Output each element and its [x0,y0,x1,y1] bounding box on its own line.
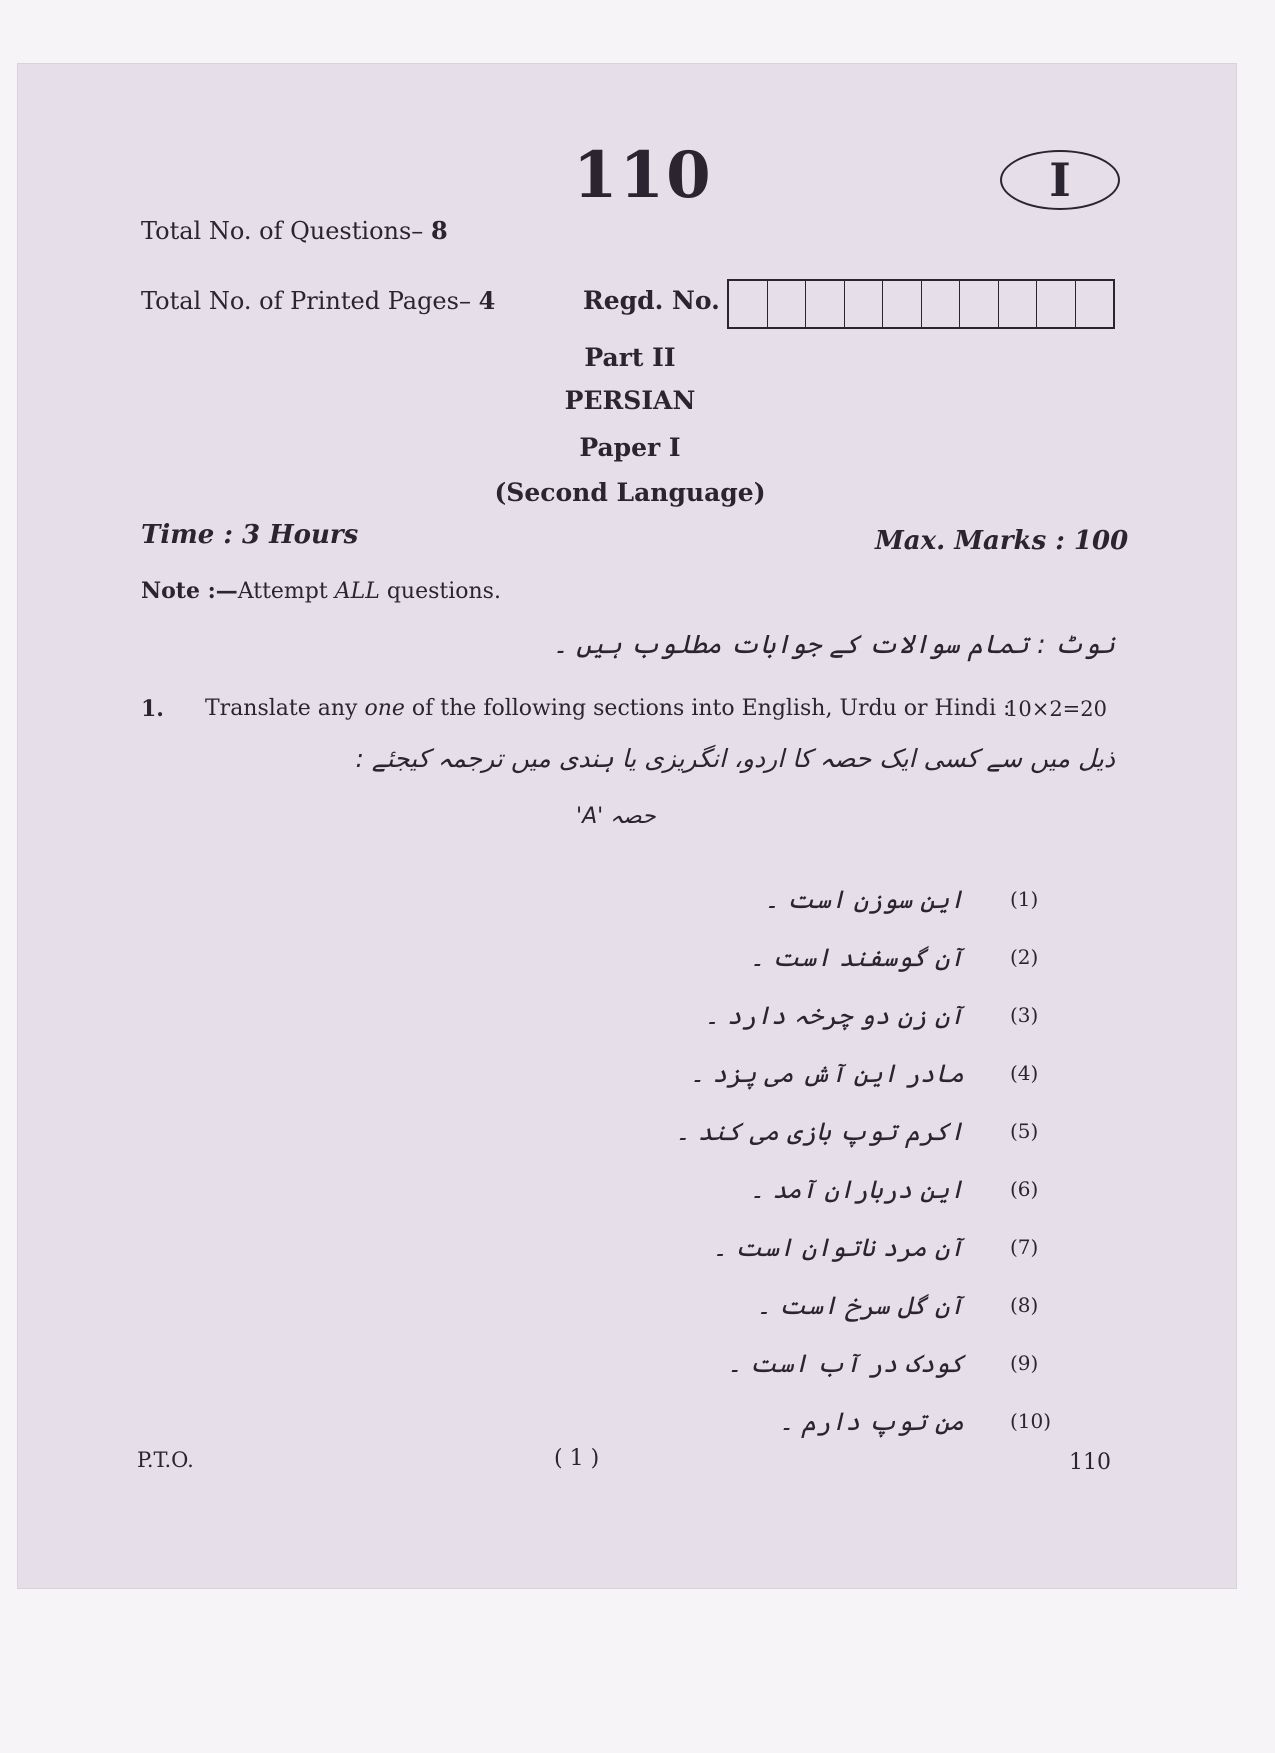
note-urdu: نوٹ : تمام سوالات کے جوابات مطلوب ہیں ۔ [552,630,1115,660]
question-urdu: ذیل میں سے کسی ایک حصہ کا اردو، انگریزی یا ہندی میں ترجمہ کیجئے : [355,744,1115,773]
list-item [600,1276,1060,1334]
total-pages-label: Total No. of Printed Pages– [141,287,471,315]
paper-title: Paper I [579,433,681,462]
max-marks: Max. Marks : 100 [875,526,1129,556]
regd-box[interactable] [1036,281,1075,327]
regd-box[interactable] [882,281,921,327]
note-text-after: questions. [379,579,501,604]
regd-no-label: Regd. No. [583,286,720,315]
sentence-text: کودک در آب است ۔ [727,1348,964,1378]
question-text-before: Translate any [205,696,365,721]
sentence-text: اکرم توپ بازی می کند ۔ [675,1116,964,1146]
page-number: ( 1 ) [554,1446,600,1471]
sentence-number: (1) [1010,887,1039,911]
sentence-text: آن گل سرخ است ۔ [756,1290,964,1320]
regd-box[interactable] [844,281,883,327]
list-item [600,1392,1060,1450]
regd-box[interactable] [921,281,960,327]
set-letter: I [1049,153,1071,207]
regd-box[interactable] [805,281,844,327]
sentence-text: این سوزن است ۔ [764,884,964,914]
regd-box[interactable] [767,281,806,327]
regd-box[interactable] [959,281,998,327]
total-pages [141,286,495,315]
sentence-text: مادر این آش می پزد ۔ [689,1058,964,1088]
total-questions-label: Total No. of Questions– [141,217,424,245]
regd-box[interactable] [729,281,767,327]
total-pages-value: 4 [478,286,496,315]
pto-label: P.T.O. [137,1448,194,1472]
sentence-number: (6) [1010,1177,1039,1201]
list-item [600,870,1060,928]
sentence-number: (7) [1010,1235,1039,1259]
note-emphasis: ALL [334,579,380,604]
sentence-text: آن مرد ناتوان است ۔ [712,1232,964,1262]
total-questions [141,216,448,245]
question-marks: 10×2=20 [1005,697,1107,721]
sentence-number: (8) [1010,1293,1039,1317]
question-text-after: of the following sections into English, Urdu or Hindi : [404,696,1011,721]
section-label: حصہ 'A' [576,804,656,829]
list-item [600,928,1060,986]
sentence-text: من توپ دارم ۔ [779,1406,964,1436]
list-item [600,1160,1060,1218]
question-number: 1. [141,696,164,722]
sentence-list [600,870,1060,1450]
sentence-number: (2) [1010,945,1039,969]
subject-title: PERSIAN [564,386,696,415]
sentence-text: آن گوسفند است ۔ [749,942,964,972]
paper-code: 110 [573,138,713,213]
question-text [205,696,1010,721]
sentence-number: (9) [1010,1351,1039,1375]
question-emphasis: one [364,696,405,721]
total-questions-value: 8 [430,216,448,245]
time-allowed: Time : 3 Hours [141,520,359,550]
note-label: Note :— [141,578,238,604]
sentence-number: (10) [1010,1409,1052,1433]
set-badge [1000,150,1120,210]
regd-box[interactable] [998,281,1037,327]
sentence-number: (4) [1010,1061,1039,1085]
note-text-before: Attempt [237,579,335,604]
footer-code: 110 [1069,1450,1111,1475]
note-english [141,578,501,604]
regd-no-boxes [727,279,1115,329]
sentence-text: آن زن دو چرخہ دارد ۔ [704,1000,964,1030]
sentence-number: (3) [1010,1003,1039,1027]
sentence-text: این درباران آمد ۔ [749,1174,964,1204]
list-item [600,1334,1060,1392]
sentence-number: (5) [1010,1119,1039,1143]
list-item [600,1102,1060,1160]
language-title: (Second Language) [494,478,766,507]
part-title: Part II [584,343,676,372]
regd-box[interactable] [1075,281,1114,327]
list-item [600,1218,1060,1276]
list-item [600,1044,1060,1102]
list-item [600,986,1060,1044]
